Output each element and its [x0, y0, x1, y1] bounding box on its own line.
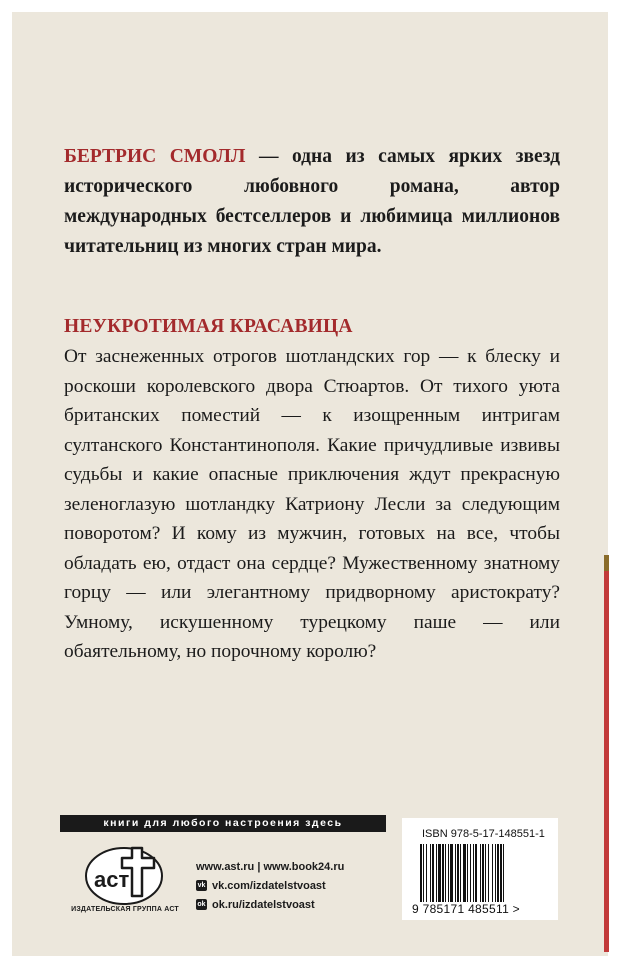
publisher-logo: [70, 840, 180, 920]
spine-edge: [604, 560, 609, 952]
websites-row: [196, 857, 344, 876]
vk-row: [196, 876, 344, 895]
publisher-links: [196, 857, 344, 914]
logo-letters: аст: [94, 867, 130, 892]
ok-link[interactable]: ok.ru/izdatelstvoast: [212, 898, 315, 911]
ok-row: [196, 895, 344, 914]
book-title: НЕУКРОТИМАЯ КРАСАВИЦА: [64, 316, 353, 337]
vk-link[interactable]: vk.com/izdatelstvoast: [212, 879, 326, 892]
isbn-label: ISBN 978-5-17-148551-1: [422, 828, 545, 840]
spine-edge-cap: [604, 555, 609, 571]
barcode-icon: [420, 844, 542, 902]
tagline-banner: книги для любого настроения здесь: [60, 815, 386, 832]
author-name: БЕРТРИС СМОЛЛ: [64, 146, 246, 167]
barcode-digits: 9 785171 485511 >: [412, 902, 520, 916]
websites-link[interactable]: www.ast.ru | www.book24.ru: [196, 860, 345, 873]
author-intro: [64, 142, 560, 262]
publisher-name: ИЗДАТЕЛЬСКАЯ ГРУППА АСТ: [71, 906, 179, 913]
author-intro-text: — одна из самых ярких звезд исторического любовного романа, автор международных бестселлеров и любимица миллионов читательниц из многих стран мира.: [64, 146, 560, 257]
ok-icon: ok: [197, 901, 206, 908]
book-description: От заснеженных отрогов шотландских гор — к блеску и роскоши королевского двора Стюартов. От тихого уюта британских поместий — к изощренным интригам султанского Константинополя. Какие причудливые извивы судьбы и какие опасные приключения ждут прекрасную зеленоглазую шотландку Катриону Лесли за следующим поворотом? И кому из мужчин, готовых на все, чтобы обладать ею, отдаст она сердце? Мужественному знатному горцу — или элегантному придворному аристократу? Умному, искушенному турецкому паше — или обаятельному, но порочному королю?: [64, 346, 560, 662]
ast-logo-icon: [70, 840, 180, 906]
barcode-panel: [402, 818, 558, 920]
vk-icon: vk: [197, 882, 206, 889]
